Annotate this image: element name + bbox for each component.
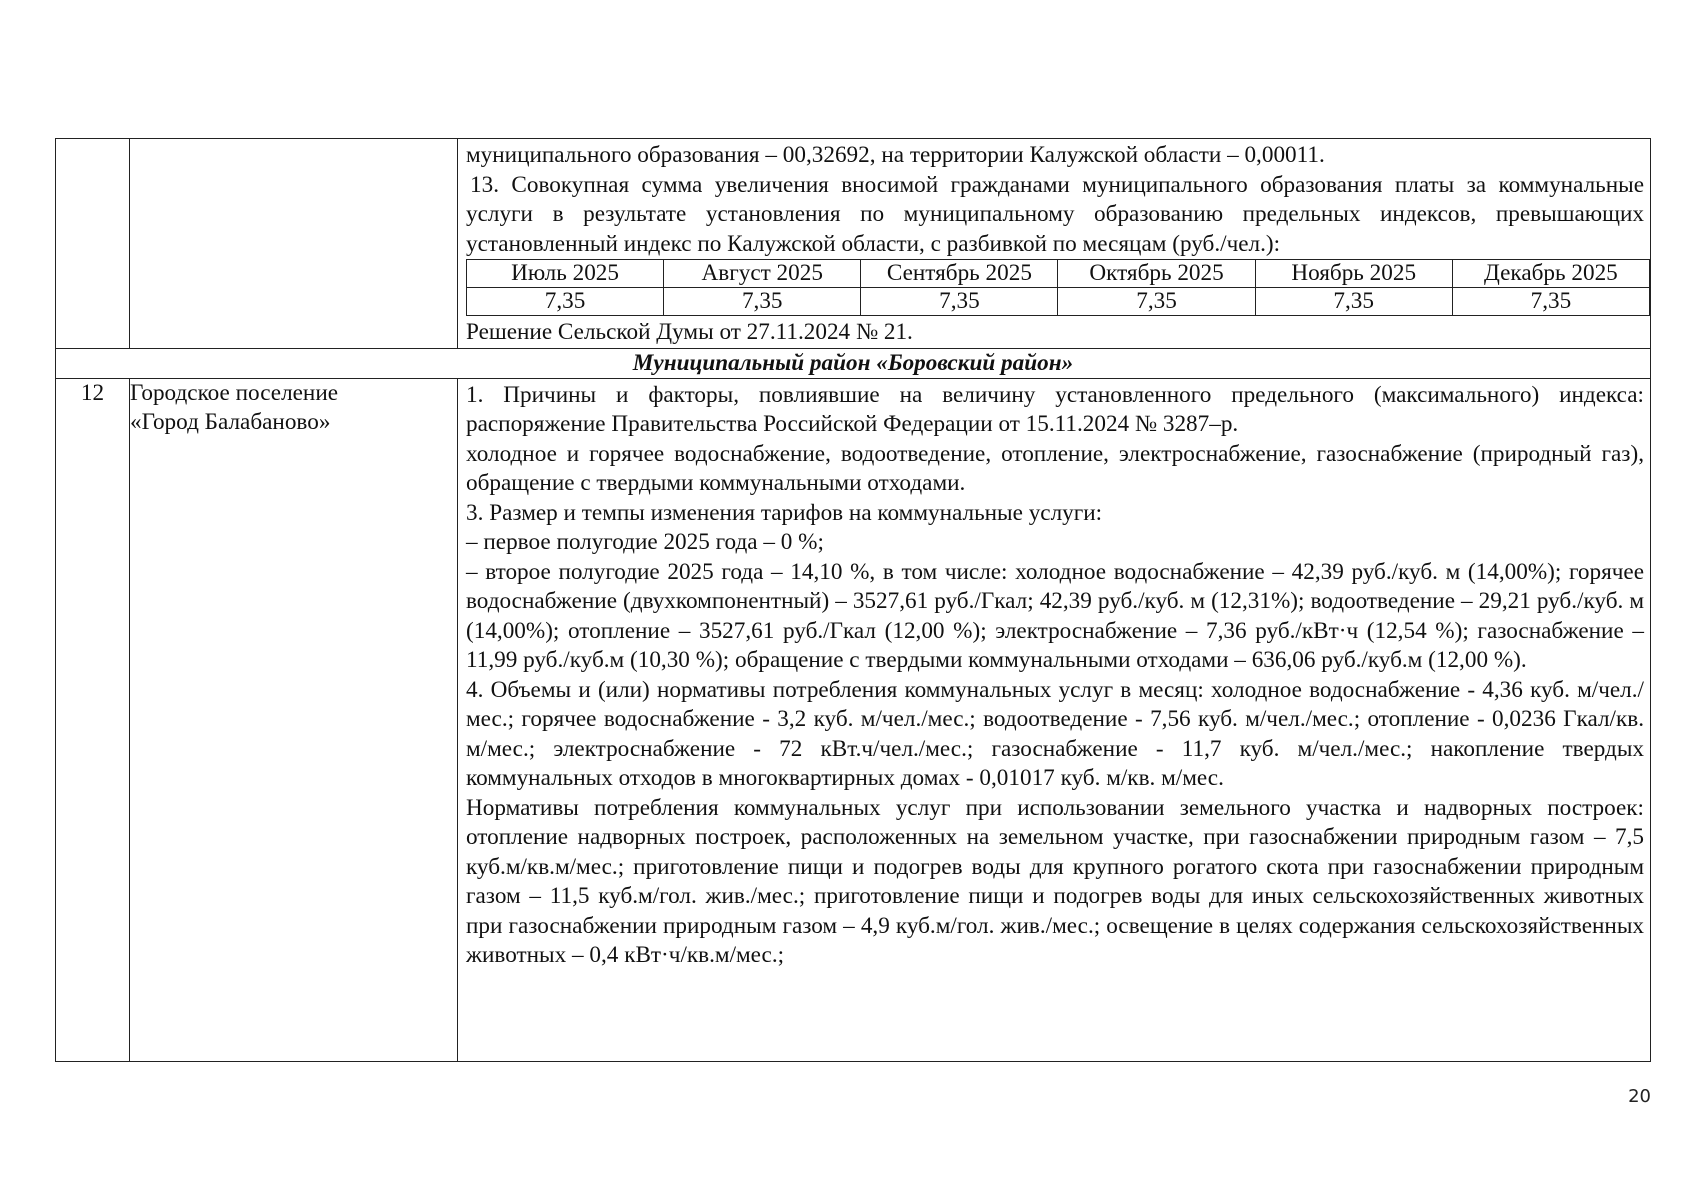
- monthly-increase-table: [466, 259, 1650, 316]
- municipality-name-line1: Городское поселение: [130, 379, 339, 406]
- value-cell: 7,35: [1058, 288, 1255, 316]
- section-title: Муниципальный район «Боровский район»: [56, 348, 1651, 378]
- municipality-name-line2: «Город Балабаново»: [130, 409, 331, 435]
- section-header-row: [56, 348, 1651, 378]
- month-cell: Ноябрь 2025: [1255, 260, 1452, 288]
- paragraph-5: – второе полугодие 2025 года – 14,10 %, в том числе: холодное водоснабжение – 42,39 руб./куб. м (14,00%); горячее водоснабжение (двухкомпонентный) – 3527,61 руб./Гкал; 42,39 руб./куб. м (12,31%); водоотведение – 29,21 руб./куб. м (14,00%); отопление – 3527,61 руб./Гкал (12,00 %); электроснабжение – 7,36 руб./кВт·ч (12,54 %); газоснабжение – 11,99 руб./куб.м (10,30 %); обращение с твердыми коммунальными отходами – 636,06 руб./куб.м (12,00 %).: [466, 558, 1644, 673]
- paragraph-4: – первое полугодие 2025 года – 0 %;: [466, 529, 824, 555]
- value-cell: 7,35: [861, 288, 1058, 316]
- value-cell: 7,35: [1452, 288, 1649, 316]
- value-cell: 7,35: [664, 288, 861, 316]
- value-cell: 7,35: [467, 288, 664, 316]
- paragraph-2: холодное и горячее водоснабжение, водоотведение, отопление, электроснабжение, газоснабжение (природный газ), обращение с твердыми коммунальными отходами.: [466, 440, 1644, 496]
- decision-reference: Решение Сельской Думы от 27.11.2024 № 21.: [466, 319, 913, 345]
- main-table: [55, 138, 1651, 1062]
- row-number: 12: [56, 378, 130, 1061]
- table-row-continuation: [56, 139, 1651, 349]
- paragraph-7: Нормативы потребления коммунальных услуг при использовании земельного участка и надворных построек: отопление надворных построек, расположенных на земельном участке, при газоснабжении природным газом – 7,5 куб.м/кв.м/мес.; приготовление пищи и подогрев воды для крупного рогатого скота при газоснабжении природным газом – 11,5 куб.м/гол. жив./мес.; приготовление пищи и подогрев воды для иных сельскохозяйственных животных при газоснабжении природным газом – 4,9 куб.м/гол. жив./мес.; освещение в целях содержания сельскохозяйственных животных – 0,4 кВт·ч/кв.м/мес.;: [466, 794, 1644, 968]
- month-cell: Август 2025: [664, 260, 861, 288]
- month-cell: Июль 2025: [467, 260, 664, 288]
- month-header-row: [467, 260, 1650, 288]
- paragraph-1: 1. Причины и факторы, повлиявшие на величину установленного предельного (максимального) индекса: распоряжение Правительства Российской Федерации от 15.11.2024 № 3287–р.: [466, 381, 1644, 437]
- paragraph-6: 4. Объемы и (или) нормативы потребления коммунальных услуг в месяц: холодное водоснабжение - 4,36 куб. м/чел./мес.; горячее водоснабжение - 3,2 куб. м/чел./мес.; водоотведение - 7,56 куб. м/чел./мес.; отопление - 0,0236 Гкал/кв. м/мес.; электроснабжение - 72 кВт.ч/чел./мес.; газоснабжение - 11,7 куб. м/чел./мес.; накопление твердых коммунальных отходов в многоквартирных домах - 0,01017 куб. м/кв. м/мес.: [466, 676, 1644, 791]
- month-value-row: [467, 288, 1650, 316]
- month-cell: Декабрь 2025: [1452, 260, 1649, 288]
- table-row-12: [56, 378, 1651, 1061]
- paragraph-13: 13. Совокупная сумма увеличения вносимой гражданами муниципального образования платы за коммунальные услуги в результате установления по муниципальному образованию предельных индексов, превышающих установленный индекс по Калужской области, с разбивкой по месяцам (руб./чел.):: [466, 171, 1644, 257]
- info-cell: [458, 139, 1651, 349]
- month-cell: Сентябрь 2025: [861, 260, 1058, 288]
- month-cell: Октябрь 2025: [1058, 260, 1255, 288]
- info-cell: [458, 378, 1651, 1061]
- name-cell-empty: [130, 139, 458, 349]
- continuation-line: муниципального образования – 00,32692, на территории Калужской области – 0,00011.: [466, 142, 1325, 168]
- municipality-name: [130, 378, 458, 1061]
- paragraph-3: 3. Размер и темпы изменения тарифов на коммунальные услуги:: [466, 499, 1103, 526]
- num-cell-empty: [56, 139, 130, 349]
- value-cell: 7,35: [1255, 288, 1452, 316]
- page-number: 20: [1628, 1086, 1651, 1107]
